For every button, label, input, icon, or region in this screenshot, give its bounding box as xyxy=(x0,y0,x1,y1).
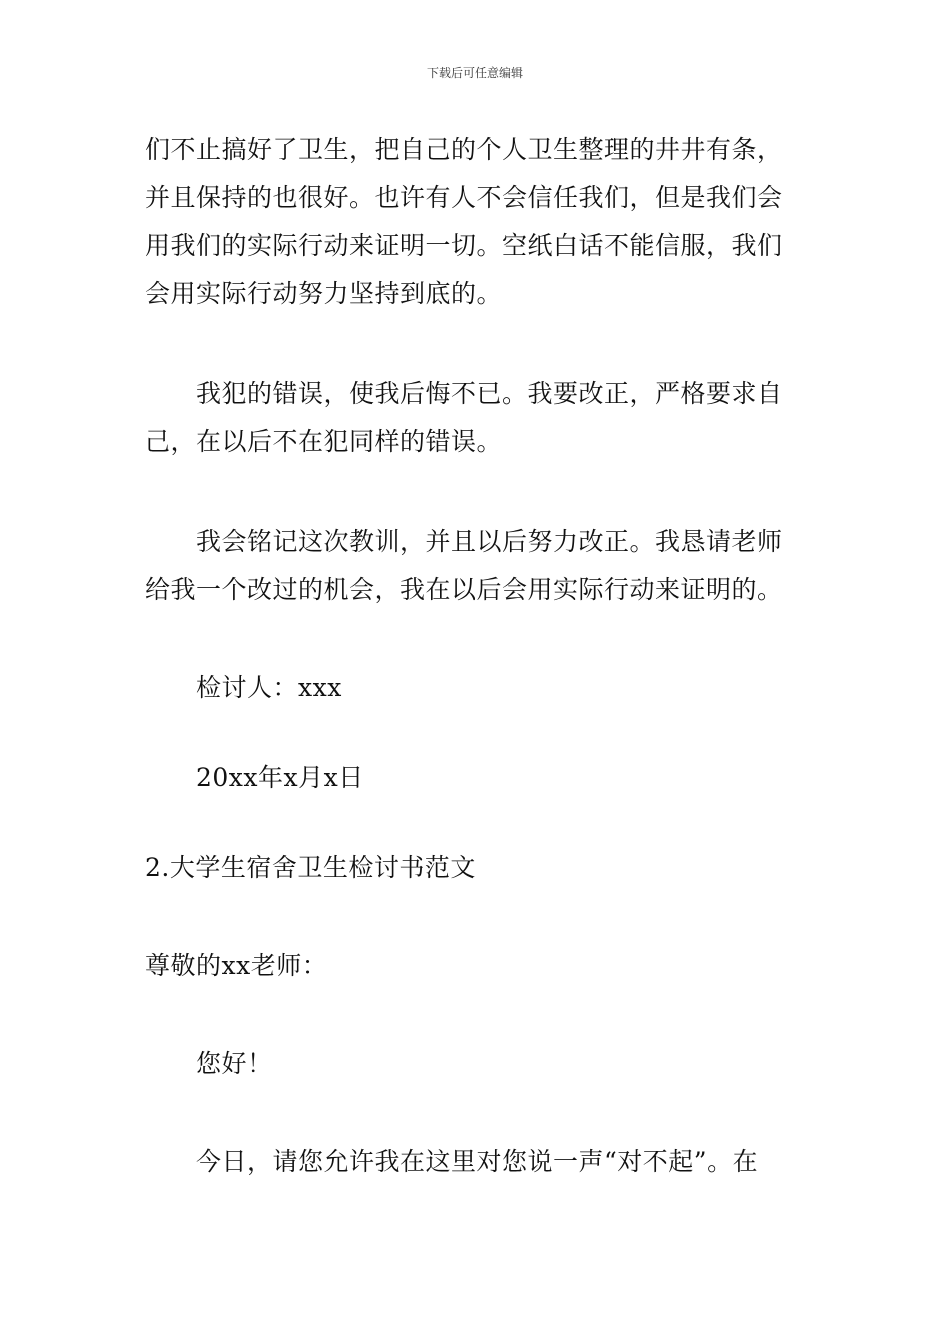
document-body xyxy=(145,126,809,1186)
paragraph-lesson xyxy=(145,518,809,614)
signature xyxy=(145,664,809,712)
paragraph-regret xyxy=(145,370,809,466)
text-line: 我犯的错误，使我后悔不已。我要改正，严格要求自 xyxy=(196,379,783,408)
text-line: 用我们的实际行动来证明一切。空纸白话不能信服，我们 xyxy=(145,231,783,260)
text-line: 我会铭记这次教训，并且以后努力改正。我恳请老师 xyxy=(196,527,783,556)
text-line: 并且保持的也很好。也许有人不会信任我们，但是我们会 xyxy=(145,183,783,212)
salutation-line: 尊敬的xx老师： xyxy=(145,951,328,980)
greeting xyxy=(145,1040,809,1088)
date xyxy=(145,754,809,802)
section-title xyxy=(145,844,809,892)
date-line: 20xx年x月x日 xyxy=(196,763,364,792)
text-line: 们不止搞好了卫生，把自己的个人卫生整理的井井有条， xyxy=(145,135,783,164)
salutation xyxy=(145,942,809,990)
paragraph-commitment xyxy=(145,126,809,318)
text-line: 会用实际行动努力坚持到底的。 xyxy=(145,279,503,308)
text-line: 今日，请您允许我在这里对您说一声“对不起”。在 xyxy=(196,1147,759,1176)
text-line: 己，在以后不在犯同样的错误。 xyxy=(145,427,503,456)
signature-line: 检讨人：xxx xyxy=(196,673,342,702)
text-line: 给我一个改过的机会，我在以后会用实际行动来证明的。 xyxy=(145,575,783,604)
paragraph-apology xyxy=(145,1138,809,1186)
section-title-line: 2.大学生宿舍卫生检讨书范文 xyxy=(145,853,476,882)
greeting-line: 您好！ xyxy=(196,1049,273,1078)
page-header: 下载后可任意编辑 xyxy=(426,66,523,80)
